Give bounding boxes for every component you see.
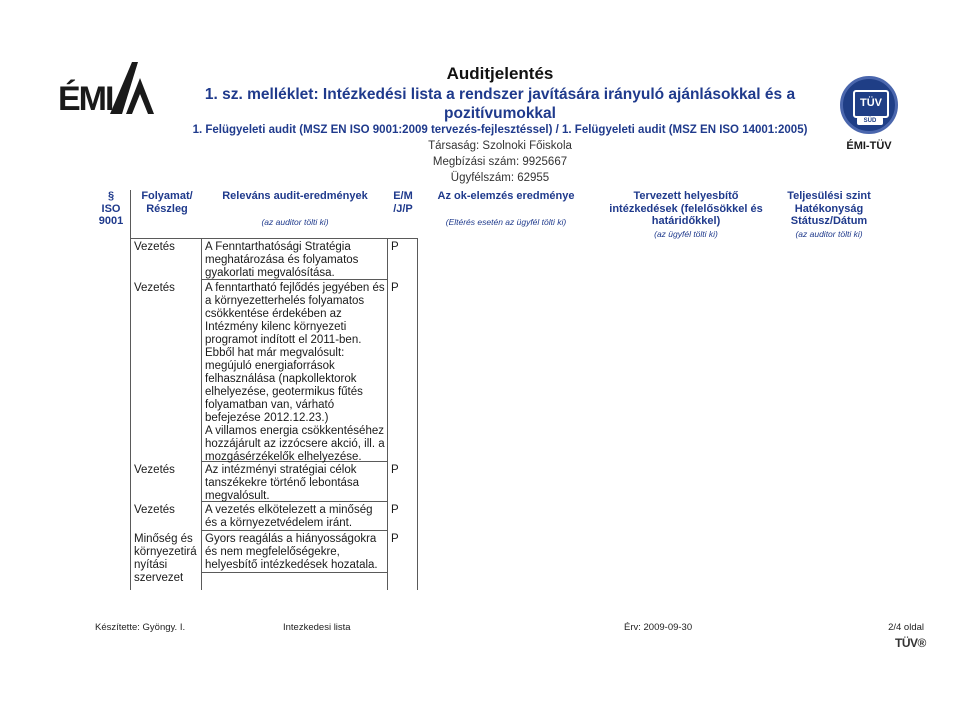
part-text: Minőség és bbox=[134, 533, 193, 545]
part-text: nyítási bbox=[134, 559, 168, 571]
table-row-finding bbox=[205, 533, 387, 572]
tuv-badge-sub: SÜD bbox=[857, 117, 883, 125]
col-header-findings-note: (az auditor tölti ki) bbox=[261, 216, 329, 227]
col-header-cause-label: Az ok-elemzés eredménye bbox=[437, 190, 575, 202]
grid-hline bbox=[201, 572, 387, 573]
table-row-em: P bbox=[391, 282, 399, 294]
report-title: Auditjelentés bbox=[446, 64, 554, 83]
col-header-cause-note: (Eltérés esetén az ügyfél tölti ki) bbox=[445, 216, 567, 227]
col-header-status bbox=[778, 190, 880, 240]
col-header-cause bbox=[420, 190, 592, 228]
grid-vline bbox=[130, 190, 131, 590]
table-row-em: P bbox=[391, 504, 399, 516]
company-name: Társaság: Szolnoki Főiskola bbox=[428, 140, 572, 152]
contract-number: Megbízási szám: 9925667 bbox=[432, 156, 568, 168]
grid-vline bbox=[201, 238, 202, 590]
col-header-part-line: Folyamat/ bbox=[141, 190, 193, 202]
client-number: Ügyfélszám: 62955 bbox=[450, 172, 550, 184]
finding-line: Ebből hat már megvalósult: bbox=[205, 347, 345, 359]
table-row-part bbox=[134, 282, 200, 295]
col-header-iso-line: § bbox=[107, 190, 115, 202]
table-row-em: P bbox=[391, 464, 399, 476]
col-header-em bbox=[388, 190, 418, 215]
finding-line: elhelyezése, geotermikus fűtés bbox=[205, 386, 363, 398]
finding-line: A fenntartható fejlődés jegyében és bbox=[205, 282, 385, 294]
col-header-em-line: E/M bbox=[393, 190, 413, 202]
col-header-plan-note: (az ügyfél tölti ki) bbox=[654, 228, 718, 239]
finding-line: felhasználása (napkollektorok bbox=[205, 373, 357, 385]
col-header-status-line: Státusz/Dátum bbox=[790, 215, 868, 227]
finding-line: mozgásérzékelők elhelyezése. bbox=[205, 451, 362, 463]
table-row-em: P bbox=[391, 533, 399, 545]
footer-page-number: 2/4 oldal bbox=[888, 622, 924, 633]
col-header-plan-line: Tervezett helyesbítő bbox=[633, 190, 739, 202]
part-text: Vezetés bbox=[134, 241, 175, 253]
report-subtitle: 1. sz. melléklet: Intézkedési lista a rendszer javítására irányuló ajánlásokkal és a pozitívumokkal bbox=[204, 86, 796, 122]
footer-document-name: Intezkedesi lista bbox=[283, 622, 351, 633]
finding-line: a környezetterhelés folyamatos bbox=[205, 295, 365, 307]
finding-line: hozzájárult az izzócsere akció, ill. a bbox=[205, 438, 385, 450]
grid-vline bbox=[387, 238, 388, 590]
col-header-status-note: (az auditor tölti ki) bbox=[795, 228, 863, 239]
col-header-part bbox=[132, 190, 202, 215]
table-row-part bbox=[134, 533, 200, 585]
grid-hline bbox=[201, 530, 387, 531]
grid-hline bbox=[130, 238, 418, 239]
table-row-em: P bbox=[391, 241, 399, 253]
table-row-part bbox=[134, 504, 200, 517]
tuv-sud-logo bbox=[834, 76, 904, 176]
col-header-findings bbox=[202, 190, 388, 228]
finding-line: A vezetés elkötelezett a minőség bbox=[205, 504, 373, 516]
col-header-plan-line: határidőkkel) bbox=[651, 215, 721, 227]
footer-tuv-mark: TÜV® bbox=[895, 636, 926, 650]
col-header-part-line: Részleg bbox=[146, 202, 188, 215]
table-row-part bbox=[134, 464, 200, 477]
part-text: szervezet bbox=[134, 572, 184, 584]
finding-line: Az intézményi stratégiai célok bbox=[205, 464, 357, 476]
tuv-caption: ÉMI-TÜV bbox=[846, 140, 892, 152]
col-header-iso bbox=[94, 190, 128, 228]
finding-line: befejezése 2012.12.23.) bbox=[205, 412, 329, 424]
table-row-finding bbox=[205, 464, 387, 503]
footer-valid-date: Érv: 2009-09-30 bbox=[624, 622, 693, 633]
part-text: Vezetés bbox=[134, 464, 175, 476]
col-header-findings-label: Releváns audit-eredmények bbox=[222, 190, 368, 202]
part-text: környezetirá bbox=[134, 546, 197, 558]
finding-line: és nem megfelelőségekre, bbox=[205, 546, 340, 558]
finding-line: Intézmény kilenc környezeti bbox=[205, 321, 347, 333]
emi-logo bbox=[58, 60, 158, 116]
finding-line: Gyors reagálás a hiányosságokra bbox=[205, 533, 377, 545]
finding-line: folyamatban van, várható bbox=[205, 399, 335, 411]
emi-logo-text: ÉMI bbox=[58, 80, 113, 118]
col-header-plan bbox=[596, 190, 776, 240]
audit-description: 1. Felügyeleti audit (MSZ EN ISO 9001:2009 tervezés-fejlesztéssel) / 1. Felügyeleti audit (MSZ EN ISO 14001:2005) bbox=[192, 124, 808, 136]
finding-line: programot indított el 2011-ben. bbox=[205, 334, 362, 346]
table-row-finding bbox=[205, 241, 387, 280]
finding-line: tanszékekre történő lebontása bbox=[205, 477, 360, 489]
col-header-iso-line: 9001 bbox=[98, 215, 124, 227]
finding-line: megvalósult. bbox=[205, 490, 270, 502]
emi-logo-mark bbox=[108, 60, 156, 116]
finding-line: A villamos energia csökkentéséhez bbox=[205, 425, 384, 437]
finding-line: meghatározása és folyamatos bbox=[205, 254, 359, 266]
tuv-badge bbox=[840, 76, 898, 134]
tuv-badge-text: TÜV bbox=[853, 90, 889, 118]
col-header-iso-line: ISO bbox=[101, 202, 121, 215]
finding-line: csökkentése érdekében az bbox=[205, 308, 342, 320]
finding-line: és a környezetvédelem iránt. bbox=[205, 517, 353, 529]
table-row-finding bbox=[205, 504, 387, 530]
col-header-status-line: Teljesülési szint bbox=[787, 190, 871, 202]
part-text: Vezetés bbox=[134, 282, 175, 294]
finding-line: helyesbítő intézkedések hozatala. bbox=[205, 559, 378, 571]
table-row-finding bbox=[205, 282, 387, 464]
part-text: Vezetés bbox=[134, 504, 175, 516]
finding-line: gyakorlati megvalósítása. bbox=[205, 267, 335, 279]
col-header-plan-line: intézkedések (felelősökkel és bbox=[609, 202, 763, 215]
finding-line: A Fenntarthatósági Stratégia bbox=[205, 241, 351, 253]
col-header-status-line: Hatékonyság bbox=[794, 202, 864, 215]
footer-prepared-by: Készítette: Gyöngy. I. bbox=[95, 622, 186, 633]
grid-vline bbox=[417, 238, 418, 590]
finding-line: megújuló energiaforrások bbox=[205, 360, 335, 372]
col-header-em-line: /J/P bbox=[393, 202, 413, 215]
table-row-part bbox=[134, 241, 200, 254]
